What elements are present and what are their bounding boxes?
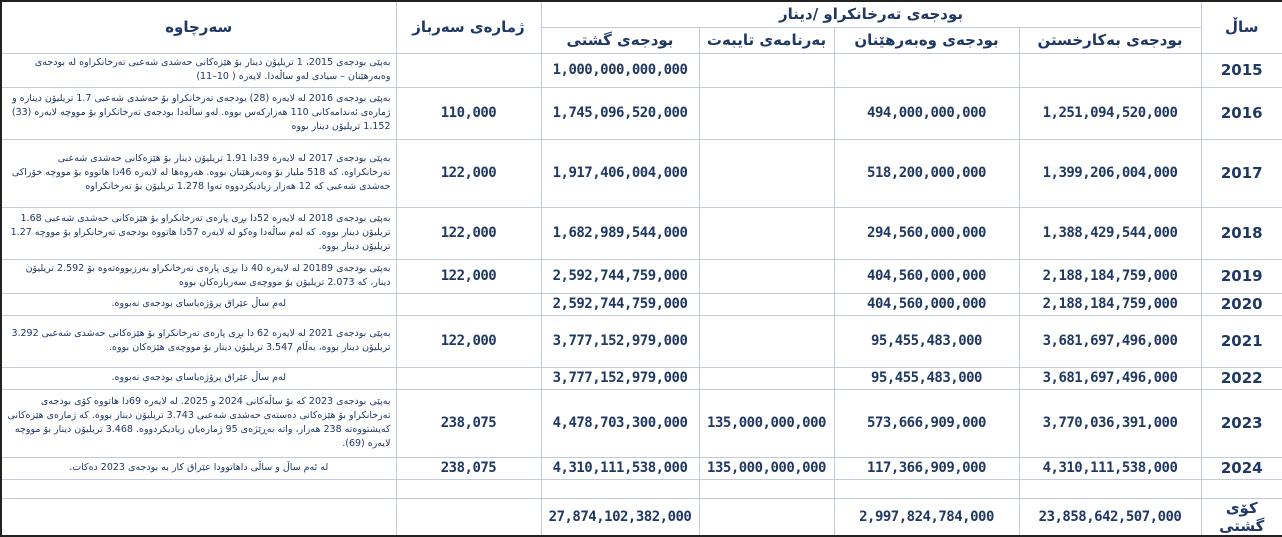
operating-cell: 2,188,184,759,000 bbox=[1019, 259, 1201, 293]
year-cell: 2017 bbox=[1201, 139, 1282, 207]
investment-cell: 518,200,000,000 bbox=[834, 139, 1019, 207]
source-cell: بەپێی بودجەی 2015، 1 تریلیۆن دینار بۆ هێزەکانی حەشدی شەعبی تەرخانکراوە لە بودجەی وەبەرهێنان – سیادی لەو ساڵەدا. لایەرە ( 10–11) bbox=[1, 53, 396, 87]
special-cell bbox=[699, 53, 834, 87]
special-cell bbox=[699, 259, 834, 293]
table-row bbox=[1, 87, 1282, 139]
special-cell bbox=[699, 139, 834, 207]
operating-cell: 1,399,206,004,000 bbox=[1019, 139, 1201, 207]
table-row bbox=[1, 139, 1282, 207]
total-cell: 1,917,406,004,000 bbox=[541, 139, 699, 207]
investment-cell: 294,560,000,000 bbox=[834, 207, 1019, 259]
soldiers-cell bbox=[396, 53, 541, 87]
total-cell: 2,592,744,759,000 bbox=[541, 259, 699, 293]
operating-cell: 3,770,036,391,000 bbox=[1019, 389, 1201, 457]
total-cell: 1,745,096,520,000 bbox=[541, 87, 699, 139]
operating-cell: 1,251,094,520,000 bbox=[1019, 87, 1201, 139]
investment-cell: 95,455,483,000 bbox=[834, 367, 1019, 389]
empty-cell bbox=[1201, 479, 1282, 498]
year-cell: 2020 bbox=[1201, 293, 1282, 315]
source-cell: لەم ساڵ عێراق پرۆژەیاسای بودجەی نەبووە. bbox=[1, 293, 396, 315]
header-investment: بودجەی وەبەرهێنان bbox=[834, 27, 1019, 53]
soldiers-cell: 122,000 bbox=[396, 315, 541, 367]
investment-cell: 573,666,909,000 bbox=[834, 389, 1019, 457]
source-cell: بەپێی بودجەی 2018 لە لایەرە 52دا بڕی پارەی تەرخانکراو بۆ هێزەکانی حەشدی شەعبی 1.68 تریلیۆن دینار بووە. کە لەم ساڵەدا وەکو لە لایەرە 57دا هاتووە بودجەی تەرخانکراو بۆ مووچە 1.27 تریلیۆن دینار بووە. bbox=[1, 207, 396, 259]
totals-investment: 2,997,824,784,000 bbox=[834, 498, 1019, 536]
special-cell: 135,000,000,000 bbox=[699, 389, 834, 457]
empty-cell bbox=[396, 479, 541, 498]
special-cell: 135,000,000,000 bbox=[699, 457, 834, 479]
soldiers-cell: 122,000 bbox=[396, 259, 541, 293]
empty-cell bbox=[1, 479, 396, 498]
year-cell: 2019 bbox=[1201, 259, 1282, 293]
soldiers-cell: 238,075 bbox=[396, 457, 541, 479]
header-total: بودجەی گشتی bbox=[541, 27, 699, 53]
source-cell: بەپێی بودجەی 20189 لە لایەرە 40 دا بڕی پارەی تەرخانکراو بەرزبووەتەوە بۆ 2.592 تریلیۆن دینار، کە 2.073 تریلیۆن بۆ مووچەی سەربازەکان بووە bbox=[1, 259, 396, 293]
header-soldiers: ژمارەی سەرباز bbox=[396, 1, 541, 53]
total-cell: 1,000,000,000,000 bbox=[541, 53, 699, 87]
header-special: بەرنامەی تایبەت bbox=[699, 27, 834, 53]
operating-cell: 2,188,184,759,000 bbox=[1019, 293, 1201, 315]
header-source: سەرچاوە bbox=[1, 1, 396, 53]
operating-cell: 3,681,697,496,000 bbox=[1019, 315, 1201, 367]
investment-cell: 494,000,000,000 bbox=[834, 87, 1019, 139]
source-cell: لەم ساڵ عێراق پرۆژەیاسای بودجەی نەبووە. bbox=[1, 367, 396, 389]
table-row bbox=[1, 457, 1282, 479]
investment-cell: 95,455,483,000 bbox=[834, 315, 1019, 367]
spacer-row bbox=[1, 479, 1282, 498]
source-cell: لە ئەم ساڵ و ساڵی داهاتوودا عێراق کار بە بودجەی 2023 دەکات. bbox=[1, 457, 396, 479]
source-cell: بەپێی بودجەی 2023 کە بۆ ساڵەکانی 2024 و 2025. لە لایەرە 69دا هاتووە کۆی بودجەی تەرخانکراو بۆ هێزەکانی دەستەی حەشدی شەعبی 3.743 تریلیۆن دینار بووە. کە ژمارەی هێزەکانی کەیشتووەتە 238 هەزار، واتە بەڕێژەی 95 ژمارەیان زیادیکردووە. 3.468 تریلیۆن دینار بۆ مووچە لایەرە (69). bbox=[1, 389, 396, 457]
header-budget-group: بودجەی تەرخانکراو /دینار bbox=[541, 1, 1201, 27]
header-year: ساڵ bbox=[1201, 1, 1282, 53]
total-cell: 3,777,152,979,000 bbox=[541, 367, 699, 389]
investment-cell: 404,560,000,000 bbox=[834, 259, 1019, 293]
investment-cell: 117,366,909,000 bbox=[834, 457, 1019, 479]
special-cell bbox=[699, 367, 834, 389]
year-cell: 2021 bbox=[1201, 315, 1282, 367]
total-cell: 4,310,111,538,000 bbox=[541, 457, 699, 479]
totals-special bbox=[699, 498, 834, 536]
special-cell bbox=[699, 315, 834, 367]
table-row bbox=[1, 315, 1282, 367]
soldiers-cell: 110,000 bbox=[396, 87, 541, 139]
totals-operating: 23,858,642,507,000 bbox=[1019, 498, 1201, 536]
operating-cell bbox=[1019, 53, 1201, 87]
year-cell: 2024 bbox=[1201, 457, 1282, 479]
table-row bbox=[1, 293, 1282, 315]
total-cell: 4,478,703,300,000 bbox=[541, 389, 699, 457]
totals-label: کۆی گشتی bbox=[1201, 498, 1282, 536]
table-row bbox=[1, 207, 1282, 259]
soldiers-cell: 122,000 bbox=[396, 207, 541, 259]
empty-cell bbox=[541, 479, 699, 498]
special-cell bbox=[699, 293, 834, 315]
year-cell: 2015 bbox=[1201, 53, 1282, 87]
totals-soldiers bbox=[396, 498, 541, 536]
soldiers-cell bbox=[396, 367, 541, 389]
soldiers-cell: 122,000 bbox=[396, 139, 541, 207]
investment-cell: 404,560,000,000 bbox=[834, 293, 1019, 315]
source-cell: بەپێی بودجەی 2017 لە لایەرە 39دا 1.91 تریلیۆن دینار بۆ هێزەکانی حەشدی شەعبی تەرخانکراوە. کە 518 ملیار بۆ وەبەرهێنان بووە. هەروەها لە لایەرە 46دا هاتووە بۆ مووچە خۆراکی حەشدی شەعبی کە 12 هەزار زیادیکردووە تەوا 1.278 تریلیۆن بۆ تەرخانکراوە bbox=[1, 139, 396, 207]
operating-cell: 4,310,111,538,000 bbox=[1019, 457, 1201, 479]
soldiers-cell bbox=[396, 293, 541, 315]
totals-source bbox=[1, 498, 396, 536]
year-cell: 2023 bbox=[1201, 389, 1282, 457]
year-cell: 2018 bbox=[1201, 207, 1282, 259]
year-cell: 2022 bbox=[1201, 367, 1282, 389]
table-row bbox=[1, 367, 1282, 389]
table-row bbox=[1, 53, 1282, 87]
total-cell: 2,592,744,759,000 bbox=[541, 293, 699, 315]
table-row bbox=[1, 259, 1282, 293]
totals-total: 27,874,102,382,000 bbox=[541, 498, 699, 536]
totals-row bbox=[1, 498, 1282, 536]
source-cell: بەپێی بودجەی 2016 لە لایەرە (28) بودجەی تەرخانکراو بۆ حەشدی شەعبی 1.7 تریلیۆن دینارە و ژمارەی ئەندامەکانی 110 هەزارکەس بووە. لەو ساڵەدا بودجەی تەرخانکراو بۆ مووچە لایەرە (33) 1.152 تریلیۆن دینار بووە bbox=[1, 87, 396, 139]
total-cell: 3,777,152,979,000 bbox=[541, 315, 699, 367]
year-cell: 2016 bbox=[1201, 87, 1282, 139]
special-cell bbox=[699, 87, 834, 139]
operating-cell: 1,388,429,544,000 bbox=[1019, 207, 1201, 259]
investment-cell bbox=[834, 53, 1019, 87]
empty-cell bbox=[699, 479, 834, 498]
operating-cell: 3,681,697,496,000 bbox=[1019, 367, 1201, 389]
special-cell bbox=[699, 207, 834, 259]
empty-cell bbox=[1019, 479, 1201, 498]
header-operating: بودجەی بەکارخستن bbox=[1019, 27, 1201, 53]
table-row bbox=[1, 389, 1282, 457]
source-cell: بەپێی بودجەی 2021 لە لایەرە 62 دا بڕی پارەی تەرخانکراو بۆ هێزەکانی حەشدی شەعبی 3.292 تریلیۆن دینار بووە، بەڵام 3.547 تریلیۆن دینار بۆ مووچەی هێزەکان بووە. bbox=[1, 315, 396, 367]
total-cell: 1,682,989,544,000 bbox=[541, 207, 699, 259]
empty-cell bbox=[834, 479, 1019, 498]
soldiers-cell: 238,075 bbox=[396, 389, 541, 457]
